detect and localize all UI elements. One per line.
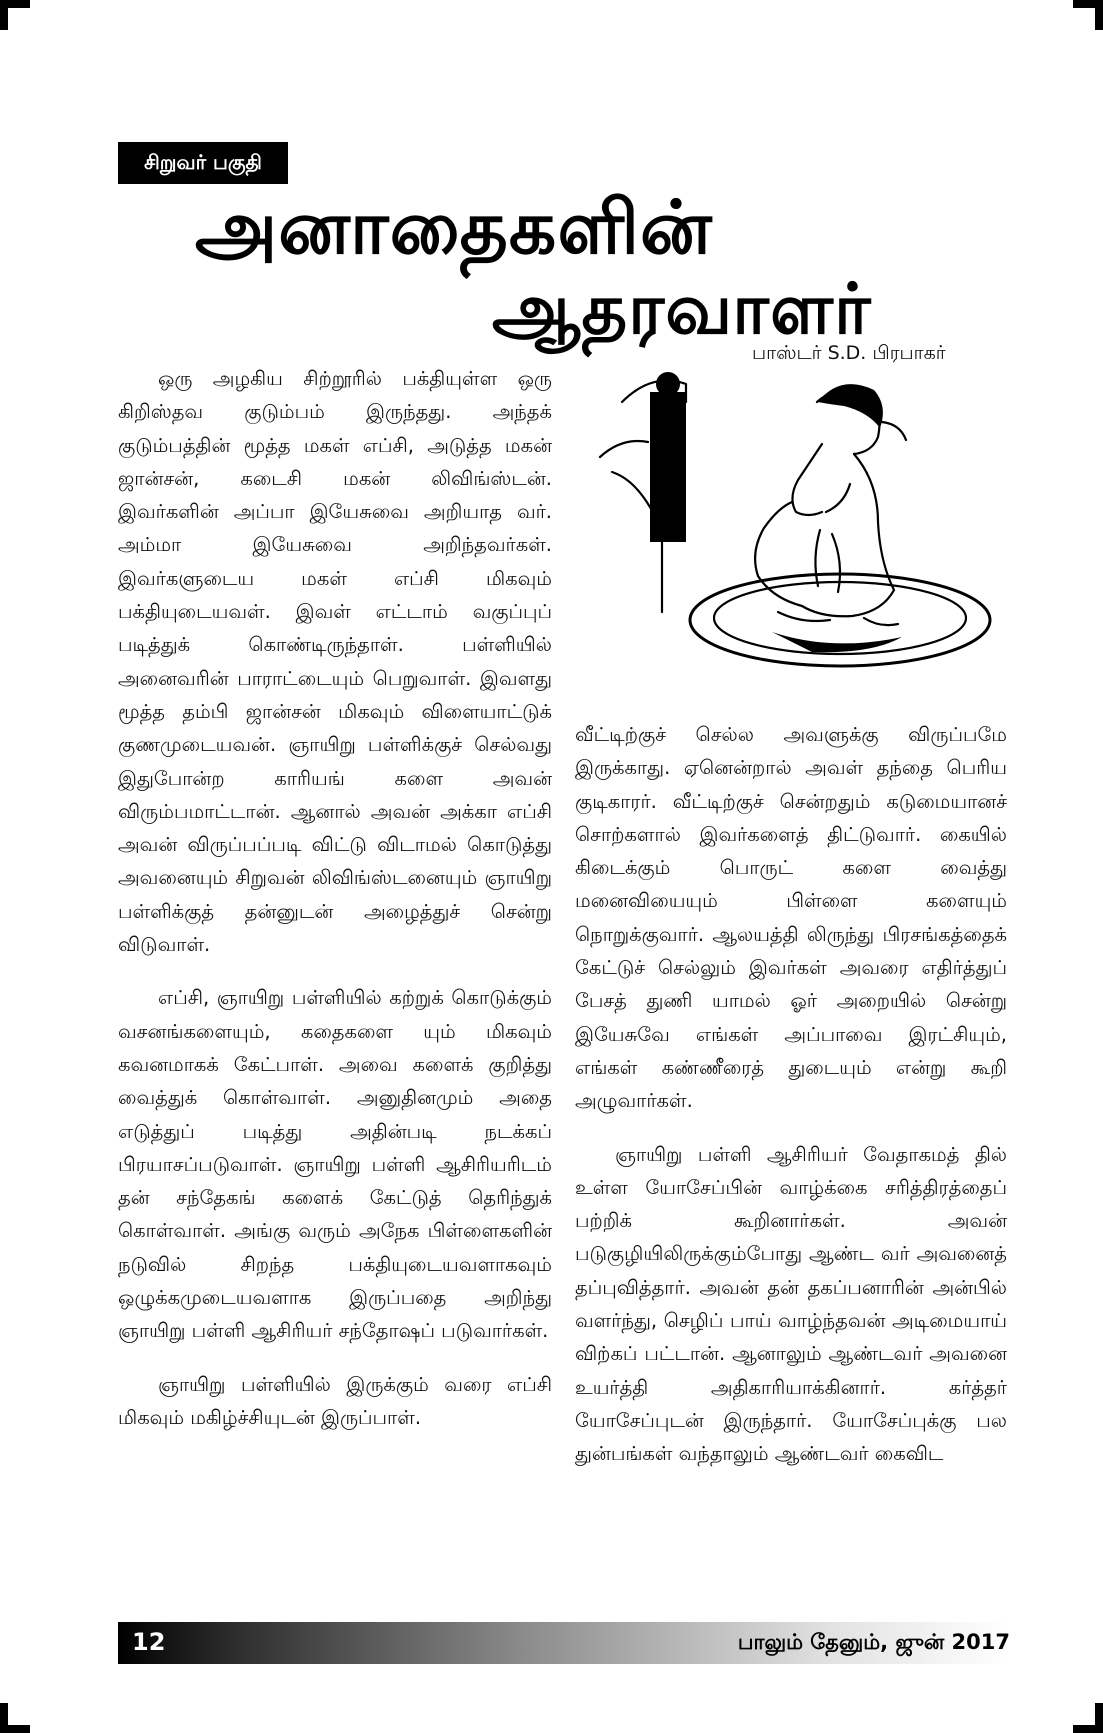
author-byline: பாஸ்டர் S.D. பிரபாகர் — [752, 342, 946, 364]
page-number: 12 — [132, 1628, 166, 1656]
crop-mark-top-right — [1073, 0, 1103, 30]
paragraph: ஒரு அழகிய சிற்றூரில் பக்தியுள்ள ஒரு கிறிஸ்தவ குடும்பம் இருந்தது. அந்தக் குடும்பத்தின் மூத்த மகள் எப்சி, அடுத்த மகன் ஜான்சன், கடைசி மகன் லிவிங்ஸ்டன். இவர்களின் அப்பா இயேசுவை அறியாத வர். அம்மா இயேசுவை அறிந்தவர்கள். இவர்களுடைய மகள் எப்சி மிகவும் பக்தியுடையவள். இவள் எட்டாம் வகுப்புப் படித்துக் கொண்டிருந்தாள். பள்ளியில் அனைவரின் பாராட்டையும் பெறுவாள். இவளது மூத்த தம்பி ஜான்சன் மிகவும் விளையாட்டுக் குணமுடையவன். ஞாயிறு பள்ளிக்குச் செல்வது இதுபோன்ற காரியங் களை அவன் விரும்பமாட்டான். ஆனால் அவன் அக்கா எப்சி அவன் விருப்பப்படி விட்டு விடாமல் கொடுத்து அவனையும் சிறுவன் லிவிங்ஸ்டனையும் ஞாயிறு பள்ளிக்குத் தன்னுடன் அழைத்துச் சென்று விடுவாள். — [118, 367, 552, 957]
crop-mark-bottom-left — [0, 1703, 30, 1733]
magazine-issue: பாலும் தேனும், ஜுன் 2017 — [737, 1630, 1010, 1654]
right-text-column — [575, 718, 1007, 1491]
page-footer — [118, 1622, 1010, 1664]
paragraph: எப்சி, ஞாயிறு பள்ளியில் கற்றுக் கொடுக்கும் வசனங்களையும், கதைகளை யும் மிகவும் கவனமாகக் கேட்பாள். அவை களைக் குறித்து வைத்துக் கொள்வாள். அனுதினமும் அதை எடுத்துப் படித்து அதின்படி நடக்கப் பிரயாசப்படுவாள். ஞாயிறு பள்ளி ஆசிரியரிடம் தன் சந்தேகங் களைக் கேட்டுத் தெரிந்துக் கொள்வாள். அங்கு வரும் அநேக பிள்ளைகளின் நடுவில் சிறந்த பக்தியுடையவளாகவும் ஒழுக்கமுடையவளாக இருப்பதை அறிந்து ஞாயிறு பள்ளி ஆசிரியர் சந்தோஷப் படுவார்கள். — [118, 986, 552, 1343]
crop-mark-bottom-right — [1073, 1703, 1103, 1733]
paragraph: ஞாயிறு பள்ளி ஆசிரியர் வேதாகமத் தில் உள்ள யோசேப்பின் வாழ்க்கை சரித்திரத்தைப் பற்றிக் கூறினார்கள். அவன் படுகுழியிலிருக்கும்போது ஆண்ட வர் அவனைத் தப்புவித்தார். அவன் தன் தகப்பனாரின் அன்பில் வளர்ந்து, செழிப் பாய் வாழ்ந்தவன் அடிமையாய் விற்கப் பட்டான். ஆனாலும் ஆண்டவர் அவனை உயர்த்தி அதிகாரியாக்கினார். கர்த்தர் யோசேப்புடன் இருந்தார். யோசேப்புக்கு பல துன்பங்கள் வந்தாலும் ஆண்டவர் கைவிட — [575, 1142, 1007, 1466]
crop-mark-top-left — [0, 0, 30, 30]
article-title-line-2: ஆதரவாளர் — [492, 268, 872, 350]
paragraph: வீட்டிற்குச் செல்ல அவளுக்கு விருப்பமே இருக்காது. ஏனென்றால் அவள் தந்தை பெரிய குடிகாரர். வீட்டிற்குச் சென்றதும் கடுமையானச் சொற்களால் இவர்களைத் திட்டுவார். கையில் கிடைக்கும் பொருட் களை வைத்து மனைவியையும் பிள்ளை களையும் நொறுக்குவார். ஆலயத்தி லிருந்து பிரசங்கத்தைக் கேட்டுச் செல்லும் இவர்கள் அவரை எதிர்த்துப் பேசத் துணி யாமல் ஓர் அறையில் சென்று இயேசுவே எங்கள் அப்பாவை இரட்சியும், எங்கள் கண்ணீரைத் துடையும் என்று கூறி அழுவார்கள். — [575, 723, 1007, 1113]
praying-girl-illustration — [582, 362, 1008, 692]
section-label: சிறுவர் பகுதி — [118, 142, 288, 184]
left-text-column — [118, 362, 552, 1454]
article-title-line-1: அனாதைகளின் — [195, 185, 713, 271]
paragraph: ஞாயிறு பள்ளியில் இருக்கும் வரை எப்சி மிகவும் மகிழ்ச்சியுடன் இருப்பாள். — [118, 1372, 552, 1429]
